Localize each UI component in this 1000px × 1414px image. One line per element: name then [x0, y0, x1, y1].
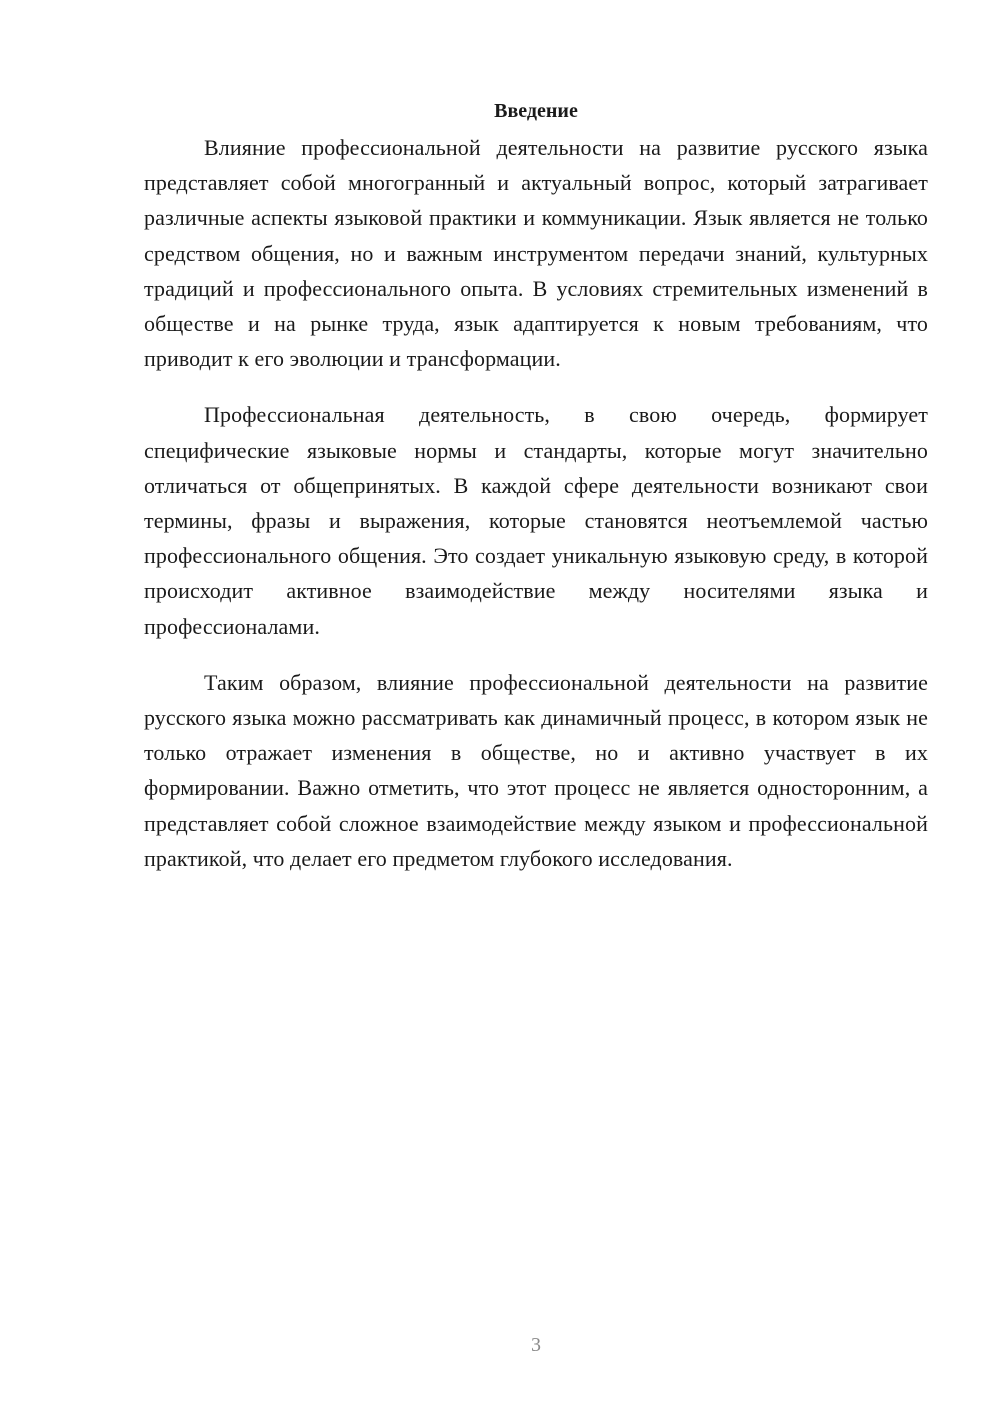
page-title: Введение — [494, 100, 578, 122]
page-number: 3 — [531, 1334, 541, 1356]
document-body — [144, 96, 928, 897]
paragraph-2: Профессиональная деятельность, в свою очередь, формирует специфические языковые нормы и стандарты, которые могут значительно отличаться от общепринятых. В каждой сфере деятельности возникают свои термины, фразы и выражения, которые становятся неотъемлемой частью профессионального общения. Это создает уникальную языковую среду, в которой происходит активное взаимодействие между носителями языка и профессионалами. — [144, 402, 928, 639]
paragraph-1: Влияние профессиональной деятельности на развитие русского языка представляет собой многогранный и актуальный вопрос, который затрагивает различные аспекты языковой практики и коммуникации. Язык является не только средством общения, но и важным инструментом передачи знаний, культурных традиций и профессионального опыта. В условиях стремительных изменений в обществе и на рынке труда, язык адаптируется к новым требованиям, что приводит к его эволюции и трансформации. — [144, 135, 928, 372]
paragraph-3: Таким образом, влияние профессиональной деятельности на развитие русского языка можно рассматривать как динамичный процесс, в котором язык не только отражает изменения в обществе, но и активно участвует в их формировании. Важно отметить, что этот процесс не является односторонним, а представляет собой сложное взаимодействие между языком и профессиональной практикой, что делает его предметом глубокого исследования. — [144, 669, 928, 871]
